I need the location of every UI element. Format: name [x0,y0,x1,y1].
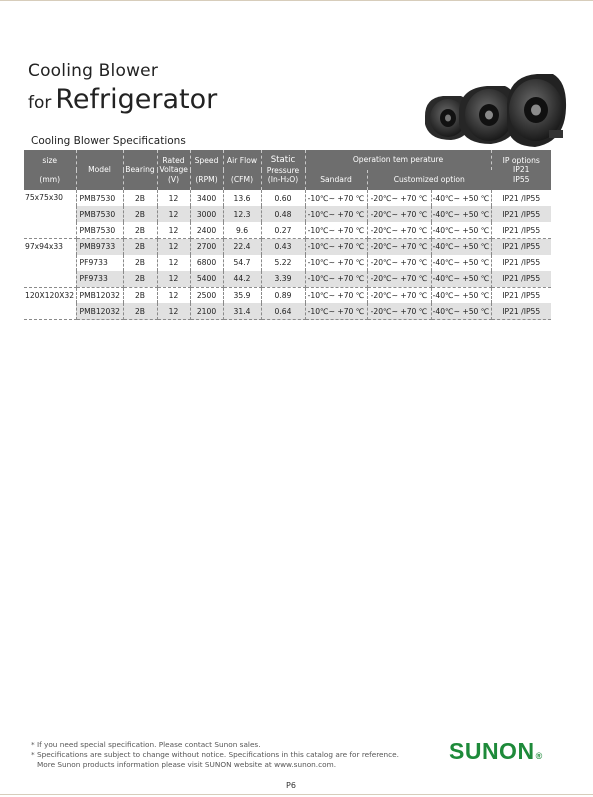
header-standard: Sandard [305,170,367,190]
table-row [24,206,551,222]
header-static-pressure [261,150,305,190]
bearing-cell: 2B [123,206,157,222]
model-cell: PMB7530 [76,222,123,238]
std-temp-cell: -10℃~ +70 ℃ [305,303,367,319]
air-flow-cell: 13.6 [223,190,261,206]
sunon-logo-text: SUNON [449,738,535,764]
header-rated-voltage [157,150,190,190]
std-temp-cell: -10℃~ +70 ℃ [305,206,367,222]
table-row [24,287,551,303]
ip-cell: IP21 /IP55 [502,193,541,203]
header-speed-label: Speed [194,155,219,165]
ip-cell: IP21 /IP55 [491,239,551,255]
voltage-cell: 12 [157,222,190,238]
header-operation-temperature: Operation tem perature [305,150,491,170]
voltage-cell: 12 [157,287,190,303]
header-ip-options [491,150,551,190]
header-rated-voltage-label: Rated Voltage [159,155,188,175]
std-temp-cell: -10℃~ +70 ℃ [305,287,367,303]
table-row [24,190,551,206]
model-cell: PMB9733 [76,239,123,255]
custom-temp1-cell: -20℃~ +70 ℃ [367,271,431,287]
ip-cell: IP21 /IP55 [502,290,541,300]
speed-cell: 2400 [190,222,223,238]
std-temp-cell: -10℃~ +70 ℃ [305,271,367,287]
header-pressure-unit: (In-H₂O) [267,175,299,185]
bottom-rule [0,794,593,795]
custom-temp2-cell: -40℃~ +50 ℃ [431,222,491,238]
footnote-1: * If you need special specification. Please contact Sunon sales. [31,740,261,749]
header-size-unit: (mm) [39,175,61,184]
speed-cell: 5400 [190,271,223,287]
model-cell: PMB7530 [76,206,123,222]
bearing-cell: 2B [123,222,157,238]
header-speed [190,150,223,190]
speed-cell: 6800 [190,255,223,271]
pressure-cell: 0.64 [261,303,305,319]
header-model: Model [76,150,123,190]
custom-temp1-cell: -20℃~ +70 ℃ [367,222,431,238]
table-row [24,303,551,319]
air-flow-cell: 54.7 [223,255,261,271]
custom-temp2-cell: -40℃~ +50 ℃ [431,255,491,271]
header-pressure-label: Pressure [266,165,300,175]
ip-cell: IP21 /IP55 [491,206,551,222]
voltage-cell: 12 [157,255,190,271]
voltage-cell: 12 [157,190,190,206]
table-row [24,239,551,255]
spec-table-body [24,190,551,320]
speed-cell: 2500 [190,287,223,303]
voltage-cell: 12 [157,239,190,255]
voltage-cell: 12 [157,303,190,319]
custom-temp1-cell: -20℃~ +70 ℃ [367,239,431,255]
custom-temp2-cell: -40℃~ +50 ℃ [431,239,491,255]
ip-cell: IP21 /IP55 [491,222,551,238]
title-refrigerator: Refrigerator [55,84,218,115]
size-cell: 97x94x33 [24,239,76,288]
registered-mark: ® [535,751,543,761]
footnotes [31,740,399,770]
bearing-cell: 2B [123,239,157,255]
sunon-logo [449,738,543,765]
custom-temp2-cell: -40℃~ +50 ℃ [431,271,491,287]
table-row [24,271,551,287]
speed-cell: 2100 [190,303,223,319]
footnote-2: * Specifications are subject to change without notice. Specifications in this catalog are for reference. [31,750,399,759]
air-flow-cell: 9.6 [223,222,261,238]
custom-temp2-cell: -40℃~ +50 ℃ [431,206,491,222]
spec-table [24,150,551,320]
pressure-cell: 5.22 [261,255,305,271]
speed-cell: 3400 [190,190,223,206]
title-for: for [28,93,52,113]
table-row [24,255,551,271]
ip-cell: IP21 /IP55 [491,303,551,319]
header-ip-options-label: IP options [502,155,540,165]
model-cell: PF9733 [76,271,123,287]
model-cell: PMB12032 [76,303,123,319]
custom-temp2-cell: -40℃~ +50 ℃ [431,190,491,206]
blower-product-image [421,72,567,150]
top-rule [0,0,593,1]
air-flow-cell: 12.3 [223,206,261,222]
custom-temp2-cell: -40℃~ +50 ℃ [431,287,491,303]
header-ip-sub2: IP55 [513,174,530,184]
header-static-label: Static [270,155,296,166]
custom-temp1-cell: -20℃~ +70 ℃ [367,206,431,222]
size-cell: 75x75x30 [24,190,76,239]
header-ip-sub1: IP21 [513,165,530,175]
bearing-cell: 2B [123,271,157,287]
ip-cell: IP21 /IP55 [491,271,551,287]
model-cell: PF9733 [76,255,123,271]
pressure-cell: 0.60 [261,190,305,206]
table-row [24,222,551,238]
air-flow-cell: 44.2 [223,271,261,287]
bearing-cell: 2B [123,255,157,271]
model-cell: PMB12032 [76,287,123,303]
air-flow-cell: 22.4 [223,239,261,255]
pressure-cell: 0.89 [261,287,305,303]
header-size [24,150,76,190]
page-title-line1: Cooling Blower [28,61,159,81]
header-customized-option: Customized option [367,170,491,190]
model-cell: PMB7530 [76,190,123,206]
std-temp-cell: -10℃~ +70 ℃ [305,190,367,206]
speed-cell: 3000 [190,206,223,222]
custom-temp1-cell: -20℃~ +70 ℃ [367,303,431,319]
air-flow-cell: 31.4 [223,303,261,319]
bearing-cell: 2B [123,303,157,319]
voltage-cell: 12 [157,271,190,287]
std-temp-cell: -10℃~ +70 ℃ [305,239,367,255]
header-size-label: size [42,155,58,165]
voltage-cell: 12 [157,206,190,222]
header-speed-unit: (RPM) [195,175,218,184]
header-air-flow [223,150,261,190]
std-temp-cell: -10℃~ +70 ℃ [305,255,367,271]
spec-title: Cooling Blower Specifications [31,135,186,147]
header-air-flow-unit: (CFM) [230,175,254,184]
custom-temp2-cell: -40℃~ +50 ℃ [431,303,491,319]
spec-table-header [24,150,551,190]
header-air-flow-label: Air Flow [226,155,258,165]
custom-temp1-cell: -20℃~ +70 ℃ [367,190,431,206]
bearing-cell: 2B [123,287,157,303]
footnote-3: More Sunon products information please visit SUNON website at www.sunon.com. [37,760,337,769]
custom-temp1-cell: -20℃~ +70 ℃ [367,287,431,303]
custom-temp1-cell: -20℃~ +70 ℃ [367,255,431,271]
page-title-line2 [28,84,217,115]
ip-cell: IP21 /IP55 [502,258,541,268]
header-rated-voltage-unit: (V) [167,174,180,184]
pressure-cell: 3.39 [261,271,305,287]
air-flow-cell: 35.9 [223,287,261,303]
pressure-cell: 0.48 [261,206,305,222]
pressure-cell: 0.27 [261,222,305,238]
page-number: P6 [286,781,296,790]
std-temp-cell: -10℃~ +70 ℃ [305,222,367,238]
size-cell: 120X120X32 [24,287,76,319]
pressure-cell: 0.43 [261,239,305,255]
speed-cell: 2700 [190,239,223,255]
bearing-cell: 2B [123,190,157,206]
header-bearing: Bearing [123,150,157,190]
